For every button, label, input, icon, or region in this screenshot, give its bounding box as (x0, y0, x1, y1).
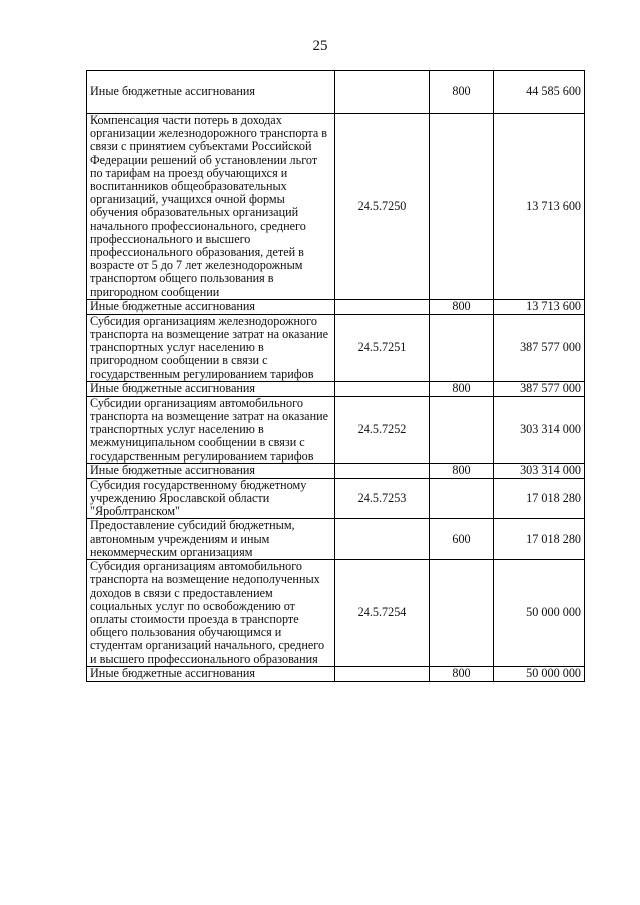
target-code (335, 71, 430, 114)
target-code (335, 463, 430, 478)
expense-type (430, 396, 494, 463)
expense-type: 800 (430, 463, 494, 478)
amount: 17 018 280 (494, 478, 585, 519)
amount: 17 018 280 (494, 519, 585, 560)
amount: 44 585 600 (494, 71, 585, 114)
item-name: Субсидия организациям автомобильного транспорта на возмещение недополученных доходов в связи с предоставлением социальных услуг по освобождению от оплаты стоимости проезда в транспорте общего пользования обучающимся и студентам организаций начального, среднего и высшего профессионального образования (87, 560, 335, 667)
target-code: 24.5.7251 (335, 314, 430, 381)
amount: 303 314 000 (494, 463, 585, 478)
item-name: Иные бюджетные ассигнования (87, 463, 335, 478)
expense-type (430, 560, 494, 667)
budget-table (86, 70, 585, 682)
table-row (87, 666, 585, 681)
table-row (87, 396, 585, 463)
target-code: 24.5.7253 (335, 478, 430, 519)
item-name: Иные бюджетные ассигнования (87, 381, 335, 396)
table-row (87, 71, 585, 114)
target-code (335, 381, 430, 396)
expense-type: 800 (430, 666, 494, 681)
item-name: Субсидия государственному бюджетному учреждению Ярославской области "Яроблтранском" (87, 478, 335, 519)
target-code (335, 299, 430, 314)
item-name: Иные бюджетные ассигнования (87, 666, 335, 681)
table-row (87, 560, 585, 667)
item-name: Иные бюджетные ассигнования (87, 71, 335, 114)
target-code: 24.5.7252 (335, 396, 430, 463)
expense-type: 800 (430, 71, 494, 114)
expense-type (430, 114, 494, 300)
amount: 13 713 600 (494, 299, 585, 314)
target-code: 24.5.7254 (335, 560, 430, 667)
target-code (335, 666, 430, 681)
expense-type: 600 (430, 519, 494, 560)
amount: 387 577 000 (494, 381, 585, 396)
item-name: Компенсация части потерь в доходах организации железнодорожного транспорта в связи с принятием субъектами Российской Федерации решений об установлении льгот по тарифам на проезд обучающихся и воспитанников общеобразовательных организаций, учащихся очной формы обучения образовательных организаций начального профессионального, среднего профессионального и высшего профессионального образования, детей в возрасте от 5 до 7 лет железнодорожным транспортом общего пользования в пригородном сообщении (87, 114, 335, 300)
target-code (335, 519, 430, 560)
table-row (87, 299, 585, 314)
table-row (87, 381, 585, 396)
amount: 13 713 600 (494, 114, 585, 300)
table-row (87, 463, 585, 478)
table-row (87, 314, 585, 381)
item-name: Иные бюджетные ассигнования (87, 299, 335, 314)
table-row (87, 114, 585, 300)
item-name: Субсидия организациям железнодорожного транспорта на возмещение затрат на оказание транспортных услуг населению в пригородном сообщении в связи с государственным регулированием тарифов (87, 314, 335, 381)
page-number: 25 (312, 38, 328, 54)
expense-type: 800 (430, 381, 494, 396)
expense-type (430, 478, 494, 519)
item-name: Предоставление субсидий бюджетным, автономным учреждениям и иным некоммерческим организациям (87, 519, 335, 560)
amount: 387 577 000 (494, 314, 585, 381)
target-code: 24.5.7250 (335, 114, 430, 300)
amount: 50 000 000 (494, 560, 585, 667)
item-name: Субсидии организациям автомобильного транспорта на возмещение затрат на оказание транспортных услуг населению в межмуниципальном сообщении в связи с государственным регулированием тарифов (87, 396, 335, 463)
amount: 303 314 000 (494, 396, 585, 463)
expense-type (430, 314, 494, 381)
amount: 50 000 000 (494, 666, 585, 681)
table-row (87, 519, 585, 560)
table-row (87, 478, 585, 519)
expense-type: 800 (430, 299, 494, 314)
